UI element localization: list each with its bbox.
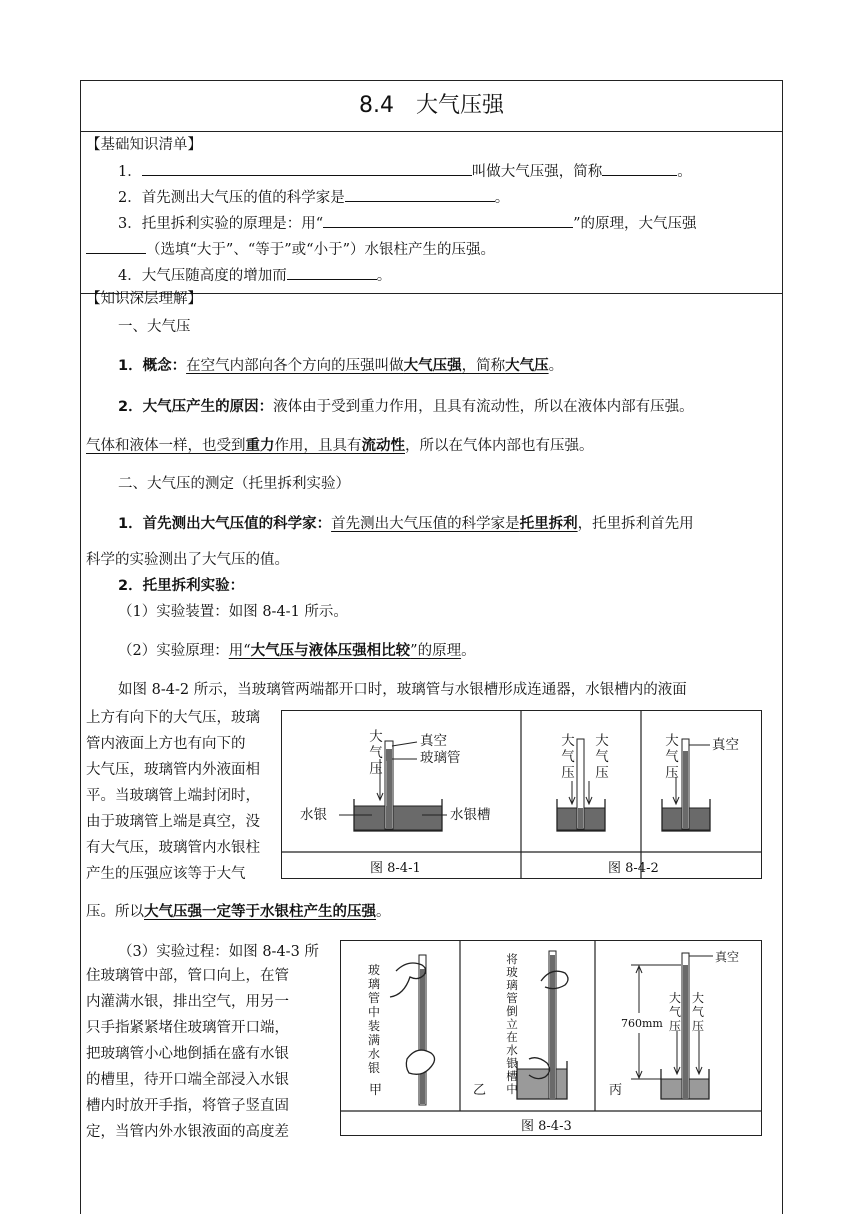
wrap1-line: 由于玻璃管上端是真空，没	[86, 814, 260, 830]
figure-svg-1	[282, 711, 761, 878]
caption-8-4-2: 图 8-4-2	[608, 861, 659, 876]
para-cause: 2．大气压产生的原因：液体由于受到重力作用，且具有流动性，所以在液体内部有压强。	[118, 399, 694, 415]
blank	[287, 265, 377, 280]
basic-q2: 2．首先测出大气压的值的科学家是 。	[118, 187, 509, 208]
label-trough: 水银槽	[450, 807, 491, 823]
wrap1-line: 大气压，玻璃管内外液面相	[86, 762, 260, 778]
label-yi-text: 将玻璃管倒立在水银槽中	[506, 952, 518, 1096]
caption-8-4-3: 图 8-4-3	[521, 1119, 572, 1134]
wrap1-line: 有大气压，玻璃管内水银柱	[86, 840, 260, 856]
label-tube: 玻璃管	[420, 750, 461, 766]
label-atm-3: 大气压	[665, 733, 679, 781]
figure-8-4-1-2	[281, 710, 762, 879]
label-atm-bing-a: 大气压	[668, 991, 681, 1033]
figure-8-4-3	[340, 940, 762, 1136]
wrap1-line: 产生的压强应该等于大气	[86, 866, 246, 882]
label-jia-text: 玻璃管中装满水银	[367, 963, 380, 1075]
section-1: 一、大气压	[118, 319, 191, 335]
blank	[323, 213, 573, 228]
blank	[86, 239, 146, 254]
label-yi: 乙	[473, 1083, 487, 1098]
label-atm-bing-b: 大气压	[691, 991, 704, 1033]
label-atm-1: 大气压	[369, 729, 383, 777]
wrap2-line: 内灌满水银，排出空气，用另一	[86, 994, 289, 1010]
deep-heading: 【知识深层理解】	[86, 291, 202, 307]
para-fig2: 如图 8-4-2 所示，当玻璃管两端都开口时，玻璃管与水银槽形成连通器，水银槽内的液面	[118, 682, 687, 698]
label-atm-2a: 大气压	[561, 733, 575, 781]
blank	[142, 161, 472, 176]
label-atm-2b: 大气压	[595, 733, 609, 781]
page-title: 8.4 大气压强	[359, 93, 504, 118]
basic-q1: 1． 叫做大气压强，简称 。	[118, 161, 692, 182]
caption-8-4-1: 图 8-4-1	[370, 861, 421, 876]
divider-title	[80, 131, 783, 132]
wrap1-line: 管内液面上方也有向下的	[86, 736, 246, 752]
label-vacuum-3: 真空	[712, 737, 739, 753]
label-760mm: 760mm	[621, 1017, 663, 1030]
para-cause-cont: 气体和液体一样，也受到重力作用，且具有流动性，所以在气体内部也有压强。	[86, 438, 594, 454]
para-concept: 1．概念：在空气内部向各个方向的压强叫做大气压强，简称大气压。	[118, 358, 564, 374]
para-principle: （2）实验原理：用“大气压与液体压强相比较”的原理。	[118, 643, 476, 659]
basic-q3-cont: （选填“大于”、“等于”或“小于”）水银柱产生的压强。	[86, 239, 495, 260]
blank	[602, 161, 677, 176]
basic-q4: 4．大气压随高度的增加而 。	[118, 265, 391, 286]
figure-svg-3	[341, 941, 761, 1135]
para-conclusion: 压。所以大气压强一定等于水银柱产生的压强。	[86, 904, 391, 920]
wrap2-line: 定，当管内外水银液面的高度差	[86, 1124, 289, 1140]
para-scientist: 1．首先测出大气压值的科学家：首先测出大气压值的科学家是托里拆利，托里拆利首先用	[118, 516, 694, 532]
wrap1-line: 上方有向下的大气压，玻璃	[86, 710, 260, 726]
para-process: （3）实验过程：如图 8-4-3 所	[118, 944, 319, 960]
label-vacuum-bing: 真空	[715, 950, 740, 964]
label-bing: 丙	[609, 1083, 623, 1098]
blank	[345, 187, 495, 202]
label-jia: 甲	[369, 1083, 383, 1098]
wrap2-line: 住玻璃管中部，管口向上，在管	[86, 968, 289, 984]
para-apparatus: （1）实验装置：如图 8-4-1 所示。	[118, 604, 348, 620]
basic-q3: 3．托里拆利实验的原理是：用“ ”的原理，大气压强	[118, 213, 697, 234]
wrap1-line: 平。当玻璃管上端封闭时，	[86, 788, 260, 804]
wrap2-line: 槽内时放开手指，将管子竖直固	[86, 1098, 289, 1114]
label-vacuum-1: 真空	[420, 733, 447, 749]
para-experiment-label: 2．托里拆利实验：	[118, 578, 245, 594]
wrap2-line: 把玻璃管小心地倒插在盛有水银	[86, 1046, 289, 1062]
section-2: 二、大气压的测定（托里拆利实验）	[118, 476, 350, 492]
para-scientist-cont: 科学的实验测出了大气压的值。	[86, 552, 289, 568]
label-mercury: 水银	[300, 807, 327, 823]
wrap2-line: 只手指紧紧堵住玻璃管开口端，	[86, 1020, 289, 1036]
wrap2-line: 的槽里，待开口端全部浸入水银	[86, 1072, 289, 1088]
basic-heading: 【基础知识清单】	[86, 137, 202, 153]
